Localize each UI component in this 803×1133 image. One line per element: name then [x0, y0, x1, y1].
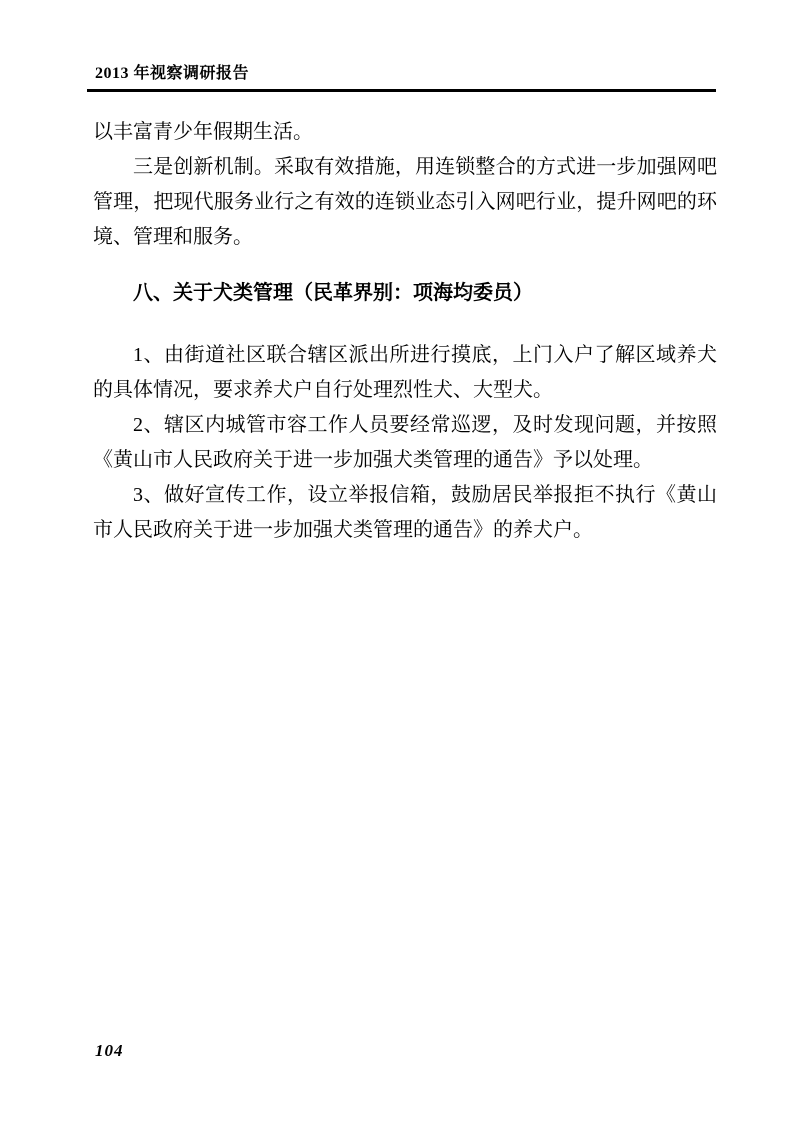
text-line: 管理，把现代服务业行之有效的连锁业态引入网吧行业，提升网吧的环 — [93, 191, 717, 213]
paragraph-item-1 — [93, 338, 717, 408]
document-body — [93, 115, 717, 548]
text-line: 境、管理和服务。 — [93, 226, 253, 248]
text-line: 的具体情况，要求养犬户自行处理烈性犬、大型犬。 — [93, 379, 553, 401]
paragraph-item-2 — [93, 408, 717, 478]
header-title: 2013 年视察调研报告 — [95, 65, 250, 82]
text-line: 1、由街道社区联合辖区派出所进行摸底，上门入户了解区域养犬 — [133, 344, 717, 366]
page-number: 104 — [95, 1041, 124, 1060]
paragraph-intro — [93, 115, 717, 255]
text-line: 三是创新机制。采取有效措施，用连锁整合的方式进一步加强网吧 — [133, 156, 717, 178]
section-heading: 八、关于犬类管理（民革界别：项海均委员） — [133, 282, 533, 304]
text-line: 2、辖区内城管市容工作人员要经常巡逻，及时发现问题，并按照 — [133, 414, 717, 436]
text-line: 以丰富青少年假期生活。 — [93, 121, 313, 143]
text-line: 《黄山市人民政府关于进一步加强犬类管理的通告》予以处理。 — [93, 449, 653, 471]
text-line: 3、做好宣传工作，设立举报信箱，鼓励居民举报拒不执行《黄山 — [133, 484, 717, 506]
header-rule — [87, 89, 716, 92]
paragraph-item-3 — [93, 478, 717, 548]
text-line: 市人民政府关于进一步加强犬类管理的通告》的养犬户。 — [93, 519, 593, 541]
